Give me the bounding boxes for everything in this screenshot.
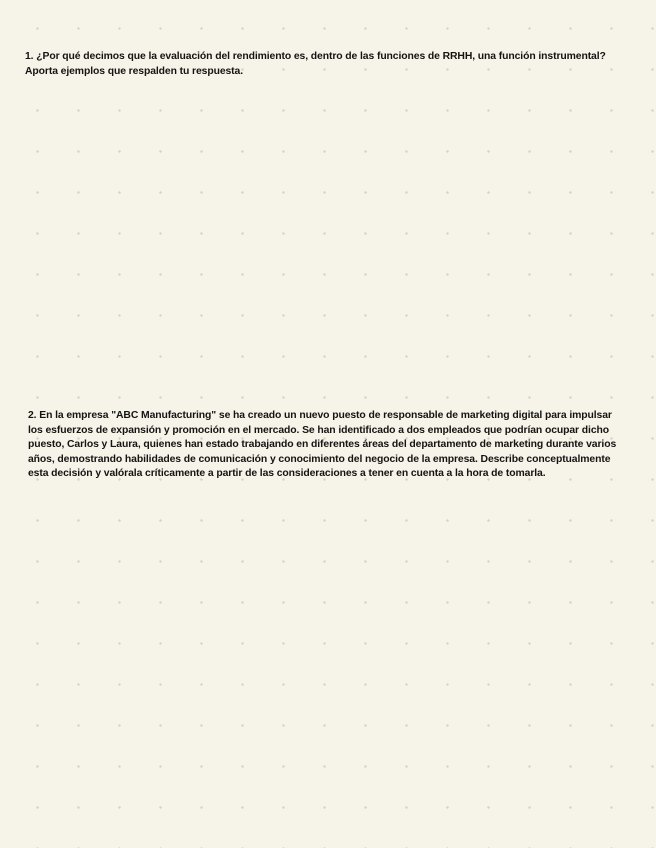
- question-1-text: 1. ¿Por qué decimos que la evaluación del rendimiento es, dentro de las funciones de RRHH, una función instrumental? Aporta ejemplos que respalden tu respuesta.: [25, 51, 606, 77]
- question-2-text: 2. En la empresa "ABC Manufacturing" se ha creado un nuevo puesto de responsable de marketing digital para impulsar los esfuerzos de expansión y promoción en el mercado. Se han identificado a dos empleados que podrían ocupar dicho puesto, Carlos y Laura, quienes han estado trabajando en diferentes áreas del departamento de marketing durante varios años, demostrando habilidades de comunicación y conocimiento del negocio de la empresa. Describe conceptualmente esta decisión y valórala críticamente a partir de las consideraciones a tener en cuenta a la hora de tomarla.: [28, 410, 617, 480]
- question-2: [28, 409, 628, 482]
- question-1: [25, 50, 633, 79]
